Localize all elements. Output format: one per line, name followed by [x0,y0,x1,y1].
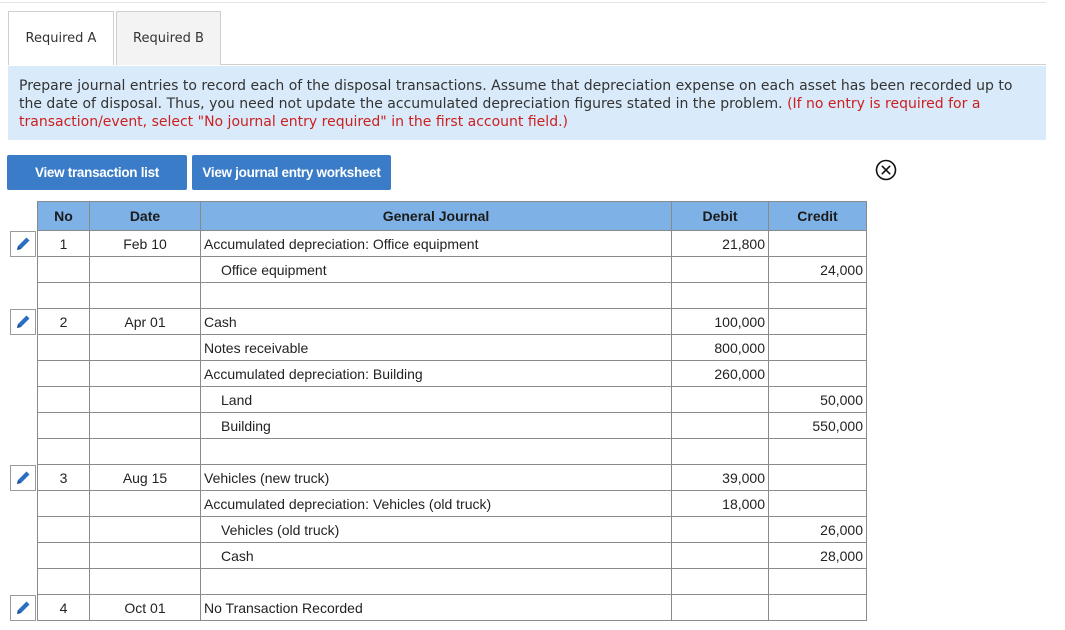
entry-number-cell [38,257,90,283]
table-row [38,283,867,309]
account-cell [201,439,672,465]
entry-number-cell [38,543,90,569]
debit-cell: 39,000 [672,465,769,491]
account-cell: Cash [201,543,672,569]
account-cell: Accumulated depreciation: Building [201,361,672,387]
credit-cell [769,569,867,595]
table-row [38,465,867,491]
header-date: Date [90,202,201,231]
date-cell: Feb 10 [90,231,201,257]
credit-cell [769,439,867,465]
credit-cell [769,231,867,257]
debit-cell [672,387,769,413]
debit-cell [672,569,769,595]
debit-cell [672,257,769,283]
date-cell [90,361,201,387]
entry-number-cell: 2 [38,309,90,335]
credit-cell [769,491,867,517]
debit-cell: 18,000 [672,491,769,517]
edit-entry-button[interactable] [10,465,36,491]
date-cell [90,413,201,439]
credit-cell [769,335,867,361]
pencil-icon [14,469,32,487]
date-cell: Aug 15 [90,465,201,491]
view-journal-worksheet-button[interactable]: View journal entry worksheet [192,155,391,190]
view-transaction-list-button[interactable]: View transaction list [7,155,187,190]
credit-cell [769,283,867,309]
date-cell [90,569,201,595]
journal-table [37,201,867,621]
date-cell [90,387,201,413]
date-cell [90,517,201,543]
account-cell: Cash [201,309,672,335]
date-cell [90,543,201,569]
tab-divider [221,64,1046,65]
date-cell: Apr 01 [90,309,201,335]
header-credit: Credit [769,202,867,231]
pencil-icon [14,599,32,617]
account-cell [201,283,672,309]
entry-number-cell [38,439,90,465]
instructions-text: Prepare journal entries to record each of the disposal transactions. Assume that depreciation expense on each asset has been recorded up to the date of disposal. Thus, you need not update the accumulated depreciation figures stated in the problem. [19,78,1013,112]
edit-entry-button[interactable] [10,309,36,335]
credit-cell [769,595,867,621]
debit-cell [672,283,769,309]
header-general-journal: General Journal [201,202,672,231]
account-cell [201,569,672,595]
table-row [38,231,867,257]
table-row [38,257,867,283]
entry-number-cell: 1 [38,231,90,257]
instructions-note: (If no entry is required for a transaction/event, select "No journal entry required" in the first account field.) [19,96,981,130]
table-row [38,361,867,387]
date-cell [90,439,201,465]
date-cell [90,283,201,309]
instructions-panel [8,66,1046,140]
entry-number-cell [38,335,90,361]
close-circle-icon[interactable] [875,159,897,181]
credit-cell: 24,000 [769,257,867,283]
table-row [38,569,867,595]
account-cell: Land [201,387,672,413]
table-row [38,517,867,543]
credit-cell [769,465,867,491]
account-cell: Vehicles (old truck) [201,517,672,543]
debit-cell: 21,800 [672,231,769,257]
debit-cell: 100,000 [672,309,769,335]
edit-entry-button[interactable] [10,595,36,621]
credit-cell: 28,000 [769,543,867,569]
date-cell [90,491,201,517]
table-row [38,387,867,413]
table-row [38,335,867,361]
debit-cell [672,413,769,439]
entry-number-cell [38,569,90,595]
header-no: No [38,202,90,231]
entry-number-cell: 4 [38,595,90,621]
date-cell [90,335,201,361]
credit-cell: 26,000 [769,517,867,543]
account-cell: Accumulated depreciation: Vehicles (old truck) [201,491,672,517]
date-cell [90,257,201,283]
account-cell: Vehicles (new truck) [201,465,672,491]
entry-number-cell [38,413,90,439]
account-cell: Office equipment [201,257,672,283]
journal-header-row [38,202,867,231]
entry-number-cell [38,517,90,543]
account-cell: Building [201,413,672,439]
debit-cell [672,543,769,569]
credit-cell [769,309,867,335]
pencil-icon [14,313,32,331]
account-cell: Accumulated depreciation: Office equipment [201,231,672,257]
entry-number-cell [38,491,90,517]
table-row [38,595,867,621]
tab-required-b[interactable]: Required B [116,11,221,65]
debit-cell [672,439,769,465]
credit-cell: 550,000 [769,413,867,439]
entry-number-cell [38,387,90,413]
debit-cell: 800,000 [672,335,769,361]
top-divider [0,2,1046,3]
tab-required-a[interactable]: Required A [8,11,114,65]
table-row [38,439,867,465]
journal-body [38,231,867,621]
table-row [38,413,867,439]
entry-number-cell: 3 [38,465,90,491]
edit-entry-button[interactable] [10,231,36,257]
table-row [38,309,867,335]
credit-cell [769,361,867,387]
table-row [38,491,867,517]
account-cell: No Transaction Recorded [201,595,672,621]
debit-cell [672,517,769,543]
credit-cell: 50,000 [769,387,867,413]
header-debit: Debit [672,202,769,231]
entry-number-cell [38,283,90,309]
table-row [38,543,867,569]
entry-number-cell [38,361,90,387]
debit-cell: 260,000 [672,361,769,387]
debit-cell [672,595,769,621]
date-cell: Oct 01 [90,595,201,621]
pencil-icon [14,235,32,253]
account-cell: Notes receivable [201,335,672,361]
